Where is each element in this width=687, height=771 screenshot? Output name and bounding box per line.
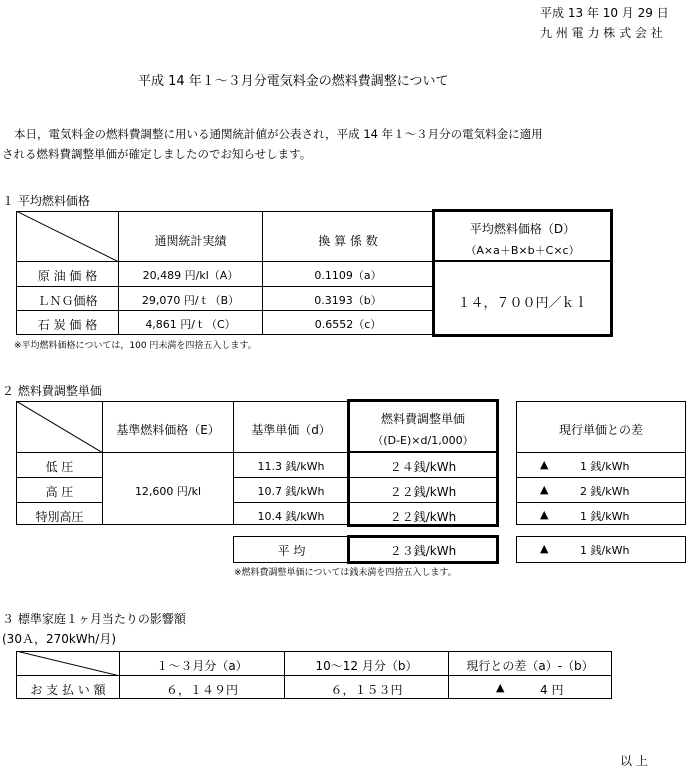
- section1-note: ※平均燃料価格については，100 円未満を四捨五入します。: [14, 341, 257, 351]
- diff-value: 1 銭/kWh: [580, 460, 630, 473]
- intro-line-2: される燃料費調整単価が確定しましたのでお知らせします。: [2, 147, 312, 161]
- base-unit: 10.4 銭/kWh: [257, 510, 325, 523]
- section2-heading: ２ 燃料費調整単価: [2, 384, 102, 398]
- base-unit: 10.7 銭/kWh: [257, 485, 325, 498]
- adj-value: ２２銭/kWh: [389, 510, 457, 524]
- row-name: 石 炭 価 格: [37, 318, 98, 332]
- col-header-base-unit: 基準単価（d）: [251, 423, 331, 437]
- row-coef: 0.3193（b）: [314, 294, 382, 307]
- closing-mark: 以 上: [620, 754, 648, 768]
- decrease-triangle: ▲: [540, 458, 549, 471]
- avg-header-2: （A×a＋B×b＋C×c）: [465, 244, 580, 257]
- decrease-triangle: ▲: [496, 681, 505, 694]
- row-actual: 4,861 円/ｔ（C）: [145, 318, 236, 331]
- adj-value: ２４銭/kWh: [389, 460, 457, 474]
- intro-line-1: 本日，電気料金の燃料費調整に用いる通関統計値が公表され，平成 14 年１～３月分の電気料金に適用: [14, 127, 543, 141]
- section1-heading: １ 平均燃料価格: [2, 194, 90, 208]
- decrease-triangle: ▲: [540, 542, 549, 555]
- diagonal-corner: [16, 211, 119, 262]
- row-name: 低 圧: [45, 460, 74, 474]
- col-header-actual: 通関統計実績: [154, 234, 227, 248]
- col-header-diff: 現行単価との差: [558, 423, 643, 437]
- row-name: 高 圧: [45, 485, 74, 499]
- adj-value: ２２銭/kWh: [389, 485, 457, 499]
- col-header-oct-dec: 10～12 月分（b）: [315, 659, 418, 673]
- payment-diff: 4 円: [540, 683, 564, 697]
- avg-adj-value: ２３銭/kWh: [389, 544, 457, 558]
- row-name: 原 油 価 格: [37, 269, 98, 283]
- adj-header-2: （(D-E)×d/1,000）: [372, 434, 474, 447]
- avg-diff-value: 1 銭/kWh: [580, 544, 630, 557]
- base-unit: 11.3 銭/kWh: [257, 460, 325, 473]
- avg-fuel-value: １４，７００円／ｋｌ: [457, 296, 588, 311]
- col-header-coef: 換 算 係 数: [318, 234, 378, 248]
- company-name: 九 州 電 力 株 式 会 社: [540, 26, 663, 40]
- section3-sub: (30Ａ，270kWh/月): [2, 632, 117, 646]
- row-actual: 20,489 円/kl（A）: [142, 269, 239, 282]
- diff-value: 1 銭/kWh: [580, 510, 630, 523]
- diagonal-corner: [16, 651, 120, 676]
- base-fuel-value: 12,600 円/kl: [134, 485, 202, 498]
- adj-header-1: 燃料費調整単価: [380, 412, 465, 426]
- decrease-triangle: ▲: [540, 508, 549, 521]
- row-coef: 0.6552（c）: [314, 318, 382, 331]
- document-date: 平成 13 年 10 月 29 日: [540, 6, 669, 20]
- avg-header-1: 平均燃料価格（D）: [469, 222, 576, 236]
- diff-value: 2 銭/kWh: [580, 485, 630, 498]
- decrease-triangle: ▲: [540, 483, 549, 496]
- section3-heading: ３ 標準家庭１ヶ月当たりの影響額: [2, 612, 186, 626]
- diagonal-corner: [16, 401, 103, 453]
- payment-oct-dec: ６，１５３円: [330, 683, 403, 697]
- col-header-jan-mar: １～３月分（a）: [156, 659, 248, 673]
- row-name: ＬＮＧ価格: [37, 294, 98, 308]
- payment-jan-mar: ６，１４９円: [165, 683, 238, 697]
- row-coef: 0.1109（a）: [314, 269, 382, 282]
- document-title: 平成 14 年１～３月分電気料金の燃料費調整について: [138, 74, 449, 89]
- row-name: 特別高圧: [35, 510, 84, 524]
- row-label-payment: お 支 払 い 額: [30, 683, 106, 697]
- avg-label: 平 均: [277, 544, 306, 558]
- row-actual: 29,070 円/ｔ（B）: [141, 294, 240, 307]
- col-header-base-fuel: 基準燃料価格（E）: [116, 423, 220, 437]
- section2-note: ※燃料費調整単価については銭未満を四捨五入します。: [234, 568, 457, 578]
- col-header-diff: 現行との差（a）-（b）: [466, 659, 594, 673]
